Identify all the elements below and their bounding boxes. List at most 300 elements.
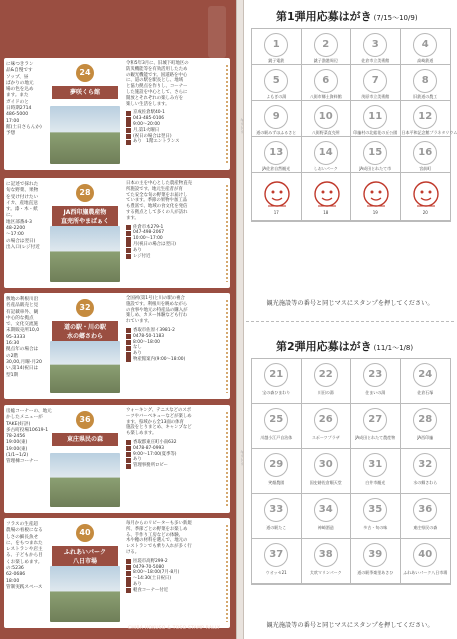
info-icon xyxy=(126,134,131,139)
stamp-number-circle: 26 xyxy=(314,408,338,432)
stamp-number-circle: 29 xyxy=(264,453,288,477)
info-icon xyxy=(126,248,131,253)
sidebar-line: 旬な野菜、果物 xyxy=(6,188,39,194)
info-text: 047-498-2067 xyxy=(133,230,165,236)
sidebar-line: ソップ、昼 xyxy=(6,74,29,80)
stamp-cell[interactable] xyxy=(351,29,401,65)
info-icon xyxy=(126,122,131,127)
dot-border xyxy=(225,411,229,507)
sidebar-line: 17:00 xyxy=(6,118,20,124)
facility-label: しおいパーク xyxy=(313,166,338,171)
info-text: 043-485-0106 xyxy=(133,116,165,122)
stamp-cell[interactable] xyxy=(252,101,302,137)
cut-label-bottom: キリトリ xyxy=(240,450,245,466)
stamp-cell[interactable] xyxy=(401,101,457,137)
facility-card xyxy=(4,178,230,288)
cut-line xyxy=(246,321,454,322)
sidebar-line: 48-2200 xyxy=(6,226,26,232)
stamp-number: 19 xyxy=(372,210,378,215)
stamp-cell[interactable] xyxy=(252,65,302,101)
facility-label: 日本平和記念館プラネタリウム xyxy=(401,130,457,135)
stamp-number-circle: 5 xyxy=(264,69,288,93)
stamp-cell[interactable] xyxy=(302,449,352,494)
info-icon xyxy=(126,231,131,236)
facility-card xyxy=(4,518,230,628)
description-line: 楽しい生活をします。 xyxy=(126,101,170,107)
info-icon xyxy=(126,458,131,463)
stamp-number-circle: 9 xyxy=(264,105,288,129)
sidebar-line: 品&自慢です xyxy=(6,68,33,74)
sidebar-line: 19:00(東) xyxy=(6,440,28,446)
sidebar-line: ガイドのと xyxy=(6,99,29,105)
description-line: ます。県域から全13面の体育 xyxy=(126,419,184,425)
info-text: 0478-87-0993 xyxy=(133,445,165,451)
stamp-number-circle: 24 xyxy=(413,363,437,387)
facility-number: 24 xyxy=(76,64,94,82)
description-line: てた安全な旬の野菜をお届けし xyxy=(126,192,188,198)
sidebar-line: 78-2456 xyxy=(6,434,26,440)
facility-sidebar-text xyxy=(6,182,46,251)
sidebar-line: 多古町役場10619-1 xyxy=(6,427,49,433)
facility-card xyxy=(4,293,230,399)
stamp-number-circle: 37 xyxy=(264,543,288,567)
info-icon xyxy=(126,352,131,357)
info-text: 月(祝日の場合は翌日) xyxy=(133,241,176,247)
facility-description xyxy=(126,61,228,145)
stamp-cell[interactable] xyxy=(401,29,451,65)
facility-label: 水の郷さわら xyxy=(413,480,438,485)
info-text: 物産館案内(9:00～18:00) xyxy=(133,356,186,362)
facility-description xyxy=(126,521,228,594)
info-row xyxy=(126,588,228,594)
description-line: 木や穂の材料を選んで、地元の xyxy=(126,538,188,544)
stamp-number-circle: 12 xyxy=(413,105,437,129)
stamp-cell[interactable] xyxy=(351,65,401,101)
info-icon xyxy=(126,582,131,587)
stamp-cell[interactable] xyxy=(351,539,401,584)
sidebar-line: す。漆・木・紙 xyxy=(6,207,38,213)
page-binding xyxy=(236,0,244,639)
info-icon xyxy=(126,340,131,345)
sidebar-line: に味つきラン xyxy=(6,62,34,67)
stamp-cell[interactable] xyxy=(302,29,352,65)
info-text: あり xyxy=(133,457,142,463)
footer-text: CHIBA HOKUSO & TOSO STAMP RALLY xyxy=(128,626,221,631)
stamp-number-circle: 15 xyxy=(363,141,387,165)
sidebar-line: 18:00 xyxy=(6,578,20,584)
dot-border xyxy=(225,524,229,622)
facility-label: 多古・旬の味 xyxy=(363,525,388,530)
facility-name: 道の駅・川の駅 水の郷さわら xyxy=(52,321,118,343)
info-row xyxy=(126,139,228,145)
facility-number: 40 xyxy=(76,524,94,542)
facility-label: 川田の湯 xyxy=(317,390,334,395)
info-text: 香取市佐原イ3981-2 xyxy=(133,327,175,333)
facility-label: 東庄県民の森 xyxy=(413,525,438,530)
info-text: 0478-50-1183 xyxy=(133,333,165,339)
facility-label: 旧鉄道の農工 xyxy=(413,94,438,99)
facility-label: 住まいの湯 xyxy=(365,390,386,395)
info-icon xyxy=(126,571,131,576)
dot-border xyxy=(225,299,229,393)
stamp-cell[interactable] xyxy=(302,404,352,449)
first-card-title: 第1弾用応募はがき (7/15～10/9) xyxy=(276,10,418,23)
stamp-number-circle: 11 xyxy=(363,105,387,129)
facility-label: 笑顔農園 xyxy=(268,480,285,485)
facility-label: 道の駅たこ xyxy=(266,525,287,530)
facility-label: 犬吠マリンパーク xyxy=(309,570,342,575)
stamp-number-circle: 33 xyxy=(264,498,288,522)
facility-card xyxy=(4,405,230,513)
stamp-cell[interactable] xyxy=(351,404,401,449)
stamp-cell[interactable] xyxy=(351,359,401,404)
facility-label: ふれあいパーク八日市場 xyxy=(403,570,448,575)
facility-label: 川越小江戸自治体 xyxy=(260,435,293,440)
info-icon xyxy=(126,225,131,230)
info-text: あり xyxy=(133,351,142,357)
info-icon xyxy=(126,254,131,259)
sidebar-line: 95-3333 xyxy=(6,334,26,340)
info-icon xyxy=(126,140,131,145)
description-line: の観光機能です。国道路を中心 xyxy=(126,72,188,78)
stamp-cell[interactable] xyxy=(351,173,401,221)
stamp-number-circle: 28 xyxy=(413,408,437,432)
facility-label: JA成田とれたて市 xyxy=(359,166,392,171)
info-text: 管理事務所ロビー xyxy=(133,463,168,469)
stamp-number-circle: 25 xyxy=(264,408,288,432)
sidebar-line: 拠点年の場合は xyxy=(6,347,39,353)
sidebar-line: 館(土日さらんか) xyxy=(6,124,42,130)
info-text: 9:00～17:00(夏季等) xyxy=(133,451,177,457)
facility-label: スポーツプラザ xyxy=(311,435,340,440)
description-line: と協力拠点を作りし、コーナー xyxy=(126,84,188,90)
sidebar-line: 地区部番4-3 xyxy=(6,219,32,225)
sidebar-line: 出入口(レジ付近 xyxy=(6,244,40,250)
info-text: (祝日の場合は翌日) xyxy=(133,133,172,139)
stamp-cell[interactable] xyxy=(351,101,401,137)
stamp-number: 18 xyxy=(323,210,329,215)
stamp-cell[interactable] xyxy=(252,359,302,404)
info-icon xyxy=(126,237,131,242)
info-row xyxy=(126,463,228,469)
stamp-number-circle: 36 xyxy=(413,498,437,522)
sidebar-line: 場の色を込め xyxy=(6,87,34,93)
sidebar-line: 管制実践スペース xyxy=(6,584,43,590)
first-stamp-grid xyxy=(251,28,457,222)
info-icon xyxy=(126,334,131,339)
dot-border xyxy=(225,184,229,282)
stamp-cell[interactable] xyxy=(302,494,352,539)
sidebar-line: くお楽しめます。 xyxy=(6,559,43,565)
facility-photo xyxy=(50,566,120,622)
sidebar-line: 19:00(東) xyxy=(6,446,28,452)
info-text: 佐倉市本279-1 xyxy=(133,224,164,230)
sidebar-line: フラスの生産超 xyxy=(6,522,39,527)
description-line: 令和5年3月に、旧城下町地区の xyxy=(126,61,189,66)
stamp-cell[interactable] xyxy=(401,173,451,221)
description-line: 施設をとりまとめ、キャンプなど xyxy=(126,425,192,431)
facility-label: 国史跡佐倉順天堂 xyxy=(309,480,342,485)
dot-border xyxy=(225,64,229,164)
sidebar-line: 房総コーナーの、地元 xyxy=(6,409,52,414)
facility-label: 宝の森ひまわり xyxy=(262,390,291,395)
stamp-number-circle: 31 xyxy=(363,453,387,477)
facility-label: 道の駅みずほふるさと xyxy=(256,130,297,135)
facility-label: ウオッセ21 xyxy=(265,570,287,575)
stamp-cell[interactable] xyxy=(401,137,451,173)
sidebar-line: に記述で採れた xyxy=(6,182,39,187)
sidebar-line: を受け付けたい xyxy=(6,194,39,200)
sidebar-line: 末期販売所10,0 xyxy=(6,328,40,334)
stamp-cell[interactable] xyxy=(401,65,451,101)
facility-description xyxy=(126,296,228,363)
sidebar-line: 有記載車外、観 xyxy=(6,309,39,315)
facility-info xyxy=(126,328,228,363)
description-line: 施設です。利根川を眺めながら xyxy=(126,301,188,307)
info-text: 8:00～18:00(7月-8月) xyxy=(133,570,180,576)
facility-photo xyxy=(50,341,120,393)
info-icon xyxy=(126,242,131,247)
info-text: 京成佐倉駅40-1 xyxy=(133,110,165,116)
stamp-number-circle: 13 xyxy=(264,141,288,165)
stamp-number-circle: 39 xyxy=(363,543,387,567)
stamp-number-circle: 6 xyxy=(314,69,338,93)
info-icon xyxy=(126,446,131,451)
description-line: 防災機能等を有効活用したため xyxy=(126,66,188,72)
sidebar-line: の場合は翌日) xyxy=(6,238,36,244)
info-text: 匝瑳市高野299-2 xyxy=(133,558,168,564)
info-icon xyxy=(126,128,131,133)
description-line: ています。季節の果物や加工品 xyxy=(126,198,188,204)
stamp-cell[interactable] xyxy=(401,359,451,404)
info-icon xyxy=(126,588,131,593)
info-text: 8:00～18:00 xyxy=(133,339,160,345)
facility-number: 32 xyxy=(76,299,94,317)
info-icon xyxy=(126,452,131,457)
sidebar-line: に。 xyxy=(6,213,16,219)
facility-label: 銚子電鉄 xyxy=(268,58,285,63)
stamp-number-circle: 16 xyxy=(413,141,437,165)
facility-sidebar-text xyxy=(6,297,46,379)
facility-name: JA西印旛農産物 直売所やまばぁく xyxy=(52,206,118,228)
sidebar-line: 日時期2714 xyxy=(6,106,32,112)
description-line: の食事や地元の特産品の購入が xyxy=(126,307,188,313)
info-icon xyxy=(126,117,131,122)
stamp-cell[interactable] xyxy=(351,137,401,173)
description-line: ます。 xyxy=(126,215,139,221)
second-caption: 観光施設等の番号と同じマスにスタンプを押してください。 xyxy=(266,622,434,629)
stamp-number-circle: 27 xyxy=(363,408,387,432)
sidebar-line: レストランや店主 xyxy=(6,547,43,553)
description-line: に、道の駅を駅長とし、地域 xyxy=(126,78,184,84)
description-line: 毎月からのリピーターも多い新規 xyxy=(126,521,192,526)
stamp-number-circle: 32 xyxy=(413,453,437,477)
facility-photo xyxy=(50,226,120,282)
panel-tab xyxy=(208,6,226,58)
stamp-number-circle: 7 xyxy=(363,69,387,93)
info-icon xyxy=(126,328,131,333)
sidebar-line: で、文化交流施 xyxy=(6,322,39,328)
facility-number: 28 xyxy=(76,184,94,202)
sidebar-line: の:5236 xyxy=(6,566,24,572)
sidebar-line: 62-0686 xyxy=(6,572,26,578)
description-line: 全国初(第1号)と川の駅の複合 xyxy=(126,296,185,301)
facility-label: 白井市観光 xyxy=(365,480,386,485)
facility-sidebar-text xyxy=(6,409,52,466)
info-icon xyxy=(126,464,131,469)
sidebar-line: 30,00,月曜-月20 xyxy=(6,359,42,365)
sidebar-line: い,第14(祝日は xyxy=(6,366,39,372)
sidebar-line: 名産品販売と見 xyxy=(6,303,39,309)
description-line: 楽しめ、カヌー体験なども行わ xyxy=(126,313,188,319)
description-line: 所施設です。地元生産者が育 xyxy=(126,186,183,192)
facility-label: JA成田とれたて農産物 xyxy=(355,435,396,440)
sidebar-line: (1/1~1/2) xyxy=(6,453,29,459)
sidebar-line: しさの細長魚せ xyxy=(6,534,39,540)
stamp-cell[interactable] xyxy=(302,65,352,101)
sidebar-line: かしたメニューが xyxy=(6,415,43,421)
facility-info xyxy=(126,110,228,145)
stamp-cell[interactable] xyxy=(302,359,352,404)
facility-label: 道の駅季楽里あさひ xyxy=(357,570,394,575)
stamp-cell[interactable] xyxy=(401,404,451,449)
facility-name: ふれあいパーク 八日市場 xyxy=(52,546,118,568)
sidebar-line: 型1期 xyxy=(6,372,19,378)
first-caption: 観光施設等の番号と同じマスにスタンプを押してください。 xyxy=(266,300,434,307)
sidebar-line: イカ、産地直送 xyxy=(6,200,38,206)
info-text: あり xyxy=(133,247,142,253)
facility-label: JA佐倉自然観光 xyxy=(262,166,291,171)
info-text: ～14:30(土日祝日) xyxy=(133,576,172,582)
description-line: れています。 xyxy=(126,319,152,325)
facility-sidebar-text xyxy=(6,522,46,591)
facility-name: 夢咲くら館 xyxy=(52,86,118,99)
stamp-number-circle: 38 xyxy=(314,543,338,567)
sidebar-line: 中心的な拠点 xyxy=(6,315,34,321)
description-line: する拠点として多くの人が訪れ xyxy=(126,209,188,215)
stamp-cell[interactable] xyxy=(252,494,302,539)
stamp-number: 17 xyxy=(273,210,279,215)
stamp-number-circle: 3 xyxy=(363,33,387,57)
description-line: も楽しめます。 xyxy=(126,431,157,437)
stamp-number-circle: 10 xyxy=(314,105,338,129)
stamp-cell[interactable] xyxy=(302,137,352,173)
facility-number: 36 xyxy=(76,411,94,429)
facility-label: JA西印旛 xyxy=(417,435,434,440)
description-line: ーツやバーベキューなどが楽しめ xyxy=(126,413,192,419)
stamp-cell[interactable] xyxy=(401,539,451,584)
facility-label: 銚子漁港周辺 xyxy=(313,58,338,63)
stamp-number-circle: 1 xyxy=(264,33,288,57)
sidebar-line: 予想 xyxy=(6,131,16,137)
stamp-cell[interactable] xyxy=(401,494,451,539)
description-line: ウォーキング、テニスなどのスポ xyxy=(126,408,192,413)
stamp-number-circle: 2 xyxy=(314,33,338,57)
info-row xyxy=(126,357,228,363)
sidebar-line: ～17:00 xyxy=(6,232,24,238)
facility-card xyxy=(4,58,230,170)
facility-photo xyxy=(50,453,120,507)
info-icon xyxy=(126,440,131,445)
facility-description xyxy=(126,408,228,469)
stamp-cell[interactable] xyxy=(302,173,352,221)
stamp-number-circle: 34 xyxy=(314,498,338,522)
facility-label: 佐倉石塚 xyxy=(417,390,434,395)
info-text: 軽食コーナー付近 xyxy=(133,587,169,593)
description-line: 日本の主を中心とした農産物直売 xyxy=(126,181,192,186)
stamp-cell[interactable] xyxy=(351,449,401,494)
facility-label: 宮前町 xyxy=(419,166,432,171)
stamp-cell[interactable] xyxy=(252,449,302,494)
facility-description xyxy=(126,181,228,259)
facility-label: 高崎鉄道 xyxy=(417,58,434,63)
description-line: レストランでも乗り入れが多く行 xyxy=(126,544,192,550)
info-icon xyxy=(126,565,131,570)
stamp-cell[interactable] xyxy=(401,449,451,494)
sidebar-line: ばかりの地元 xyxy=(6,80,34,86)
sidebar-line: 農場の看板になる xyxy=(6,528,43,534)
stamp-number-circle: 22 xyxy=(314,363,338,387)
info-icon xyxy=(126,346,131,351)
stamp-number-circle: 14 xyxy=(314,141,338,165)
second-stamp-grid xyxy=(251,358,451,585)
stamp-number-circle: 40 xyxy=(413,543,437,567)
facility-name: 東庄県民の森 xyxy=(52,433,118,446)
stamp-number: 20 xyxy=(422,210,428,215)
info-icon xyxy=(126,111,131,116)
facility-label: 八街市郷土資料館 xyxy=(309,94,342,99)
info-row xyxy=(126,254,228,260)
stamp-number-circle: 23 xyxy=(363,363,387,387)
sidebar-line: 敷地の利根川沿 xyxy=(6,297,39,302)
second-card-title: 第2弾用応募はがき (11/1～1/8) xyxy=(276,340,414,353)
stamp-cell[interactable] xyxy=(302,539,352,584)
stamp-cell[interactable] xyxy=(252,137,302,173)
info-text: 0479-70-5080 xyxy=(133,564,165,570)
facility-info xyxy=(126,440,228,469)
info-icon xyxy=(126,577,131,582)
stamp-cell[interactable] xyxy=(252,173,302,221)
description-line: 開放とそれぞれの楽しみ方を xyxy=(126,95,184,101)
facility-label: 神崎酒造 xyxy=(317,525,334,530)
stamp-cell[interactable] xyxy=(351,494,401,539)
facility-info xyxy=(126,225,228,260)
info-text: あり 1階エントランス xyxy=(133,139,180,145)
facility-label: よもぎの湯 xyxy=(266,94,287,99)
sidebar-line: に、をもつまれた xyxy=(6,540,43,546)
description-line: 所、季節ごとの野菜をお楽しめ xyxy=(126,526,188,532)
info-text: レジ付近 xyxy=(133,253,151,259)
cut-label-top: キリトリ xyxy=(240,118,245,134)
stamp-number-circle: 8 xyxy=(413,69,437,93)
sidebar-line: TAKE(好評) xyxy=(6,421,31,427)
facility-sidebar-text xyxy=(6,62,46,138)
stamp-cell[interactable] xyxy=(252,404,302,449)
sidebar-line: ます。また xyxy=(6,93,29,99)
stamp-cell[interactable] xyxy=(252,539,302,584)
sidebar-line: 16:30 xyxy=(6,341,20,347)
stamp-cell[interactable] xyxy=(302,101,352,137)
facility-label: 茂原市立美術館 xyxy=(361,94,390,99)
facility-label: 印旛村の北総花の丘公園 xyxy=(353,130,398,135)
facility-info xyxy=(126,559,228,594)
info-text: あり xyxy=(133,581,142,587)
stamp-cell[interactable] xyxy=(252,29,302,65)
description-line: ける。 xyxy=(126,549,140,555)
description-line: した施設を中心として、さらに xyxy=(126,89,188,95)
stamp-number-circle: 4 xyxy=(413,33,437,57)
sidebar-line: の2階 xyxy=(6,353,19,359)
